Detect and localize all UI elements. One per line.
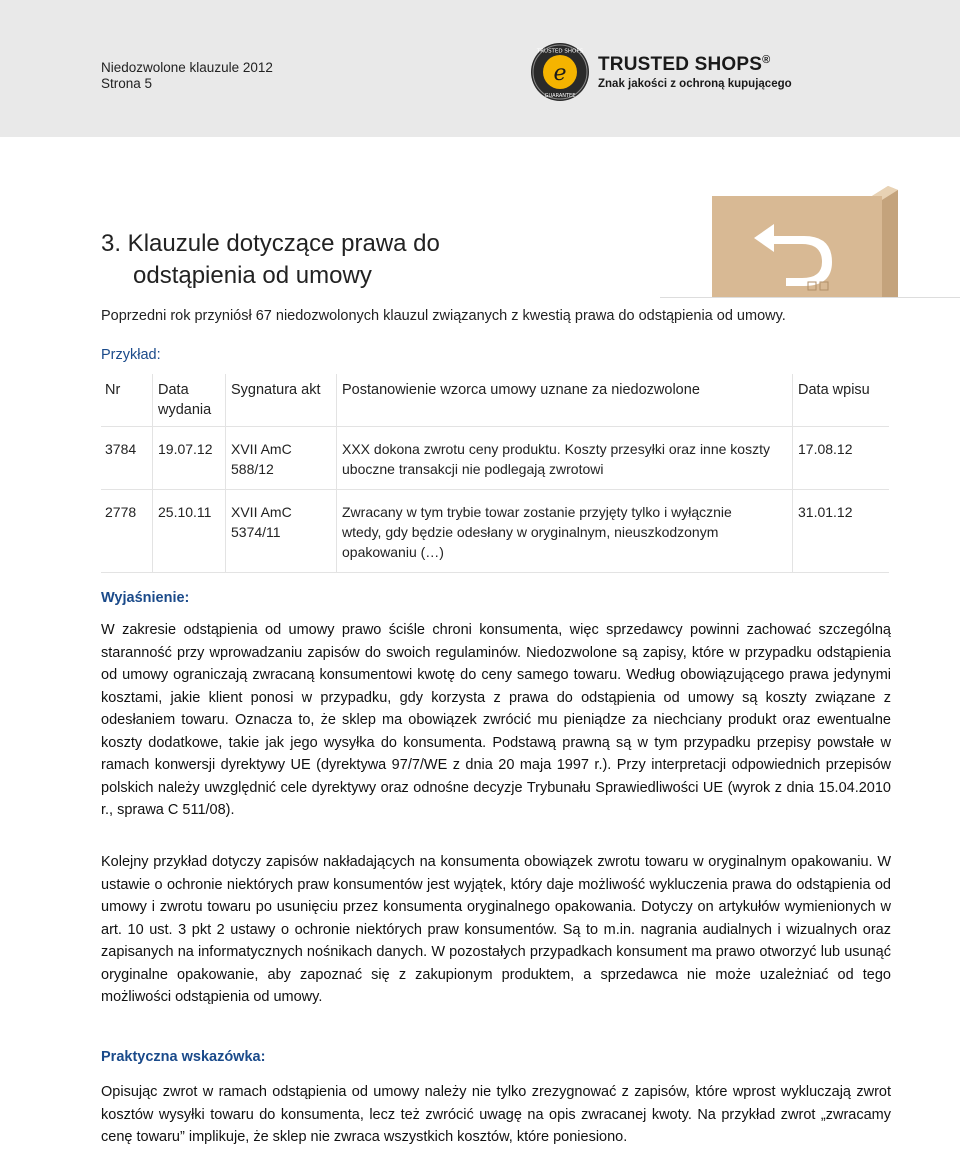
tip-paragraph: Opisując zwrot w ramach odstąpienia od umowy należy nie tylko zrezygnować z zapisów, które wprost wykluczają zwrot kosztów wysyłki towaru do konsumenta, lecz też zwrócić uwagę na opis zwracanej kwoty. Na przykład zwrot „zwracamy cenę towaru” implikuje, że sklep nie zwraca wszystkich kosztów, które poniesiono.	[101, 1084, 891, 1145]
section-title-line1: 3. Klauzule dotyczące prawa do	[101, 230, 440, 257]
header-clause: Postanowienie wzorca umowy uznane za niedozwolone	[337, 374, 793, 427]
cell-entry-date: 17.08.12	[793, 427, 890, 490]
header-doc-title: Niedozwolone klauzule 2012	[101, 60, 273, 75]
explanation-paragraph-2: Kolejny przykład dotyczy zapisów nakładających na konsumenta obowiązek zwrotu towaru w oryginalnym opakowaniu. W ustawie o ochronie niektórych praw konsumentów jest wyjątek, który daje możliwość wykluczenia prawa do odstąpienia od umowy i zwrotu towaru po usunięciu przez konsumenta oryginalnego opakowania. Dotyczy on artykułów wymienionych w art. 10 ust. 3 pkt 2 ustawy o ochronie niektórych praw konsumentów. Są to m.in. nagrania audialnych i wizualnych oraz zapisanych na informatycznych nośnikach danych. W pozostałych przypadkach konsument ma prawo otworzyć lub usunąć oryginalne opakowanie, aby zapoznać się z zakupionym produktem, a sprzedawca nie może uzależniać od tego możliwości odstąpienia od umowy.	[101, 854, 891, 1005]
cell-date-issued: 25.10.11	[153, 490, 226, 573]
trusted-shops-seal-icon	[530, 42, 590, 102]
explanation-label: Wyjaśnienie:	[101, 590, 190, 606]
examples-table	[101, 374, 889, 573]
cell-case-signature: XVII AmC 5374/11	[226, 490, 337, 573]
seal-top-text: TRUSTED SHOPS	[536, 48, 584, 55]
intro-text: Poprzedni rok przyniósł 67 niedozwolonych klauzul związanych z kwestią prawa do odstąpienia od umowy.	[101, 308, 786, 324]
cell-nr: 2778	[101, 490, 153, 573]
table-row	[101, 427, 889, 490]
return-box-icon	[712, 186, 898, 298]
trusted-shops-brand	[598, 54, 792, 90]
explanation-paragraph-1: W zakresie odstąpienia od umowy prawo ściśle chroni konsumenta, więc sprzedawcy powinni zachować szczególną staranność przy wprowadzaniu zapisów do swoich regulaminów. Niedozwolone są zapisy, które w przypadku odstąpienia od umowy ograniczają zwracaną konsumentowi kwotę do ceny samego towaru. Według obowiązującego prawa jedynymi kosztami, jakie klient ponosi w przypadku, gdy korzysta z prawa do odstąpienia od umowy są koszty związane z odesłaniem towaru. Oznacza to, że sklep ma obowiązek zwrócić mu pieniądze za niechciany produkt oraz ewentualne koszty dodatkowe, takie jak jego wysyłka do konsumenta. Podstawą prawną są w tym przypadku przepisy powstałe w ramach konwersji dyrektywy UE (dyrektywa 97/7/WE z dnia 20 maja 1997 r.). Przy interpretacji odpowiednich przepisów polskich należy uwzględnić cele dyrektywy oraz odnośne decyzje Trybunału Sprawiedliwości UE (wyrok z dnia 15.04.2010 r., sprawa C 511/08).	[101, 622, 891, 818]
header-doc-info	[101, 60, 273, 92]
brand-tagline: Znak jakości z ochroną kupującego	[598, 78, 792, 90]
header-entry-date: Data wpisu	[793, 374, 890, 427]
table-header-row	[101, 374, 889, 427]
cell-nr: 3784	[101, 427, 153, 490]
brand-registered-mark: ®	[762, 54, 771, 66]
section-title	[101, 228, 440, 292]
title-divider	[660, 297, 960, 298]
cell-case-signature: XVII AmC 588/12	[226, 427, 337, 490]
cell-date-issued: 19.07.12	[153, 427, 226, 490]
header-nr: Nr	[101, 374, 153, 427]
seal-letter: e	[553, 61, 567, 86]
brand-name: TRUSTED SHOPS	[598, 54, 763, 75]
section-title-line2: odstąpienia od umowy	[133, 262, 372, 289]
header-case-signature: Sygnatura akt	[226, 374, 337, 427]
header-date-issued: Data wydania	[153, 374, 226, 427]
seal-bottom-text: GUARANTEE	[544, 93, 576, 99]
header-page-number: Strona 5	[101, 76, 153, 91]
example-label: Przykład:	[101, 347, 161, 363]
tip-label: Praktyczna wskazówka:	[101, 1049, 266, 1065]
cell-entry-date: 31.01.12	[793, 490, 890, 573]
cell-clause: XXX dokona zwrotu ceny produktu. Koszty przesyłki oraz inne koszty uboczne transakcji nie podlegają zwrotowi	[337, 427, 793, 490]
page-header	[0, 0, 960, 137]
table-row	[101, 490, 889, 573]
cell-clause: Zwracany w tym trybie towar zostanie przyjęty tylko i wyłącznie wtedy, gdy będzie odesłany w oryginalnym, nieuszkodzonym opakowaniu (…)	[337, 490, 793, 573]
